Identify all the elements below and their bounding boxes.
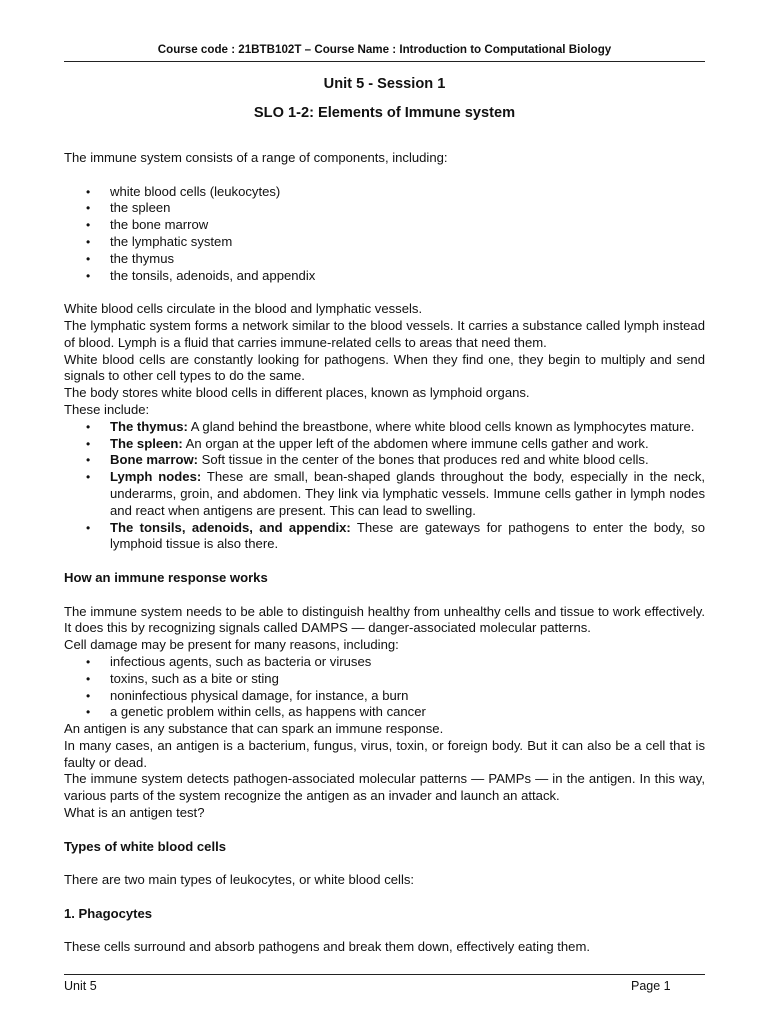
paragraph: White blood cells are constantly looking for pathogens. When they find one, they begin to multiply and send signals to other cell types to do the same. [64,351,705,384]
list-item: • the lymphatic system [110,234,705,251]
list-item [110,436,705,453]
page-footer [64,974,705,993]
page-number: Page 1 [631,979,671,993]
paragraph: The lymphatic system forms a network similar to the blood vessels. It carries a substance called lymph instead of blood. Lymph is a fluid that carries immune-related cells to areas that need them. [64,317,705,350]
term: The spleen: [110,435,183,451]
list-item: • the bone marrow [110,217,705,234]
lymphoid-organs-list [64,419,705,553]
list-item [110,419,705,436]
paragraph: These include: [64,401,150,417]
list-item: • noninfectious physical damage, for instance, a burn [110,688,705,705]
paragraph: What is an antigen test? [64,805,205,821]
paragraph: White blood cells circulate in the blood and lymphatic vessels. [64,301,423,317]
definition: These are small, bean-shaped glands throughout the body, especially in the neck, underarms, groin, and abdomen. They link via lymphatic vessels. Immune cells gather in lymph nodes and react when antigens are present. This can lead to swelling. [110,469,706,518]
paragraph: These cells surround and absorb pathogens and break them down, effectively eating them. [64,939,591,955]
paragraph: The body stores white blood cells in different places, known as lymphoid organs. [64,385,530,401]
definition: These are gateways for pathogens to enter the body, so lymphoid tissue is also there. [110,519,705,552]
term: The thymus: [110,418,188,434]
document-body [64,150,705,956]
list-item: • infectious agents, such as bacteria or viruses [110,654,705,671]
term: Lymph nodes: [110,469,202,485]
list-item: • a genetic problem within cells, as happens with cancer [110,704,705,721]
section-heading: Types of white blood cells [64,838,226,854]
list-item [110,520,705,554]
paragraph: The immune system detects pathogen-associated molecular patterns — PAMPs — in the antigen. In this way, various parts of the system recognize the antigen as an invader and launch an attack. [64,771,705,804]
section-heading: 1. Phagocytes [64,905,153,921]
definition: An organ at the upper left of the abdomen where immune cells gather and work. [182,435,649,451]
paragraph: In many cases, an antigen is a bacterium, fungus, virus, toxin, or foreign body. But it can also be a cell that is faulty or dead. [64,737,705,770]
list-item [110,452,705,469]
paragraph: There are two main types of leukocytes, or white blood cells: [64,872,415,888]
list-item: • toxins, such as a bite or sting [110,671,705,688]
list-item: • the spleen [110,200,705,217]
damage-reasons-list [64,654,705,721]
unit-title: Unit 5 - Session 1 [323,76,446,92]
definition: Soft tissue in the center of the bones that produces red and white blood cells. [198,452,649,468]
intro-paragraph: The immune system consists of a range of components, including: [64,150,448,165]
footer-unit: Unit 5 [64,979,97,993]
paragraph: An antigen is any substance that can spark an immune response. [64,721,444,737]
components-list [64,184,705,285]
list-item: • white blood cells (leukocytes) [110,184,705,201]
paragraph: Cell damage may be present for many reasons, including: [64,637,399,653]
list-item: • the tonsils, adenoids, and appendix [110,268,705,285]
list-item [110,469,705,519]
definition: A gland behind the breastbone, where white blood cells known as lymphocytes mature. [187,418,695,434]
term: Bone marrow: [110,452,199,468]
paragraph: The immune system needs to be able to distinguish healthy from unhealthy cells and tissue to work effectively. It does this by recognizing signals called DAMPS — danger-associated molecular patterns. [64,603,705,636]
list-item: • the thymus [110,251,705,268]
slo-title: SLO 1-2: Elements of Immune system [253,105,516,121]
term: The tonsils, adenoids, and appendix: [110,519,351,535]
section-heading: How an immune response works [64,569,268,585]
course-header: Course code : 21BTB102T – Course Name : Introduction to Computational Biology [64,43,705,62]
